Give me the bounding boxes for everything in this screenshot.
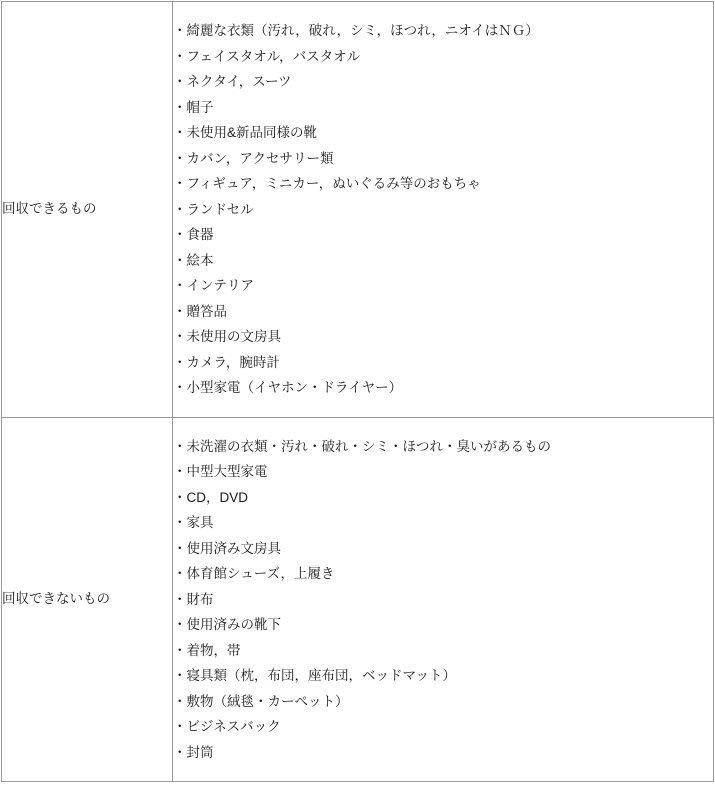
- items-list-collectible: [173, 18, 713, 401]
- list-item: ・CD，DVD: [173, 489, 249, 505]
- list-item: ・寝具類（枕，布団，座布団，ベッドマット）: [173, 668, 456, 683]
- list-item: ・財布: [173, 591, 214, 607]
- items-cell-noncollectible: [173, 417, 714, 782]
- list-item: ・封筒: [173, 744, 214, 760]
- list-item: ・体育館シューズ，上履き: [173, 566, 335, 581]
- list-item: ・カメラ，腕時計: [173, 354, 280, 370]
- list-item: ・カバン，アクセサリー類: [173, 150, 334, 166]
- table-row: [2, 2, 714, 418]
- list-item: ・フィギュア，ミニカー，ぬいぐるみ等のおもちゃ: [173, 176, 481, 191]
- table-row: [2, 417, 714, 782]
- items-cell-collectible: [173, 2, 714, 418]
- list-item: ・未使用&新品同様の靴: [173, 125, 318, 140]
- list-item: ・家具: [173, 515, 214, 530]
- list-item: ・インテリア: [173, 278, 254, 293]
- list-item: ・使用済みの靴下: [173, 617, 281, 632]
- items-list-noncollectible: [173, 434, 713, 766]
- list-item: ・絵本: [173, 252, 214, 268]
- list-item: ・ネクタイ，スーツ: [173, 74, 292, 89]
- list-item: ・帽子: [173, 99, 214, 115]
- list-item: ・使用済み文房具: [173, 540, 281, 556]
- category-label-collectible: 回収できるもの: [2, 2, 173, 418]
- category-label-noncollectible: 回収できないもの: [2, 417, 173, 782]
- list-item: ・贈答品: [173, 303, 227, 319]
- list-item: ・着物，帯: [173, 642, 241, 658]
- list-item: ・未洗濯の衣類・汚れ・破れ・シミ・ほつれ・臭いがあるもの: [173, 438, 551, 454]
- list-item: ・小型家電（イヤホン・ドライヤー）: [173, 380, 403, 395]
- list-item: ・綺麗な衣類（汚れ，破れ，シミ，ほつれ，ニオイはＮＧ）: [173, 23, 539, 38]
- list-item: ・中型大型家電: [173, 464, 268, 479]
- list-item: ・ビジネスバック: [173, 719, 281, 734]
- list-item: ・ランドセル: [173, 201, 254, 217]
- collection-items-table: [1, 1, 714, 782]
- list-item: ・敷物（絨毯・カーペット）: [173, 693, 349, 709]
- list-item: ・フェイスタオル，バスタオル: [173, 48, 361, 64]
- list-item: ・未使用の文房具: [173, 329, 281, 344]
- list-item: ・食器: [173, 227, 214, 242]
